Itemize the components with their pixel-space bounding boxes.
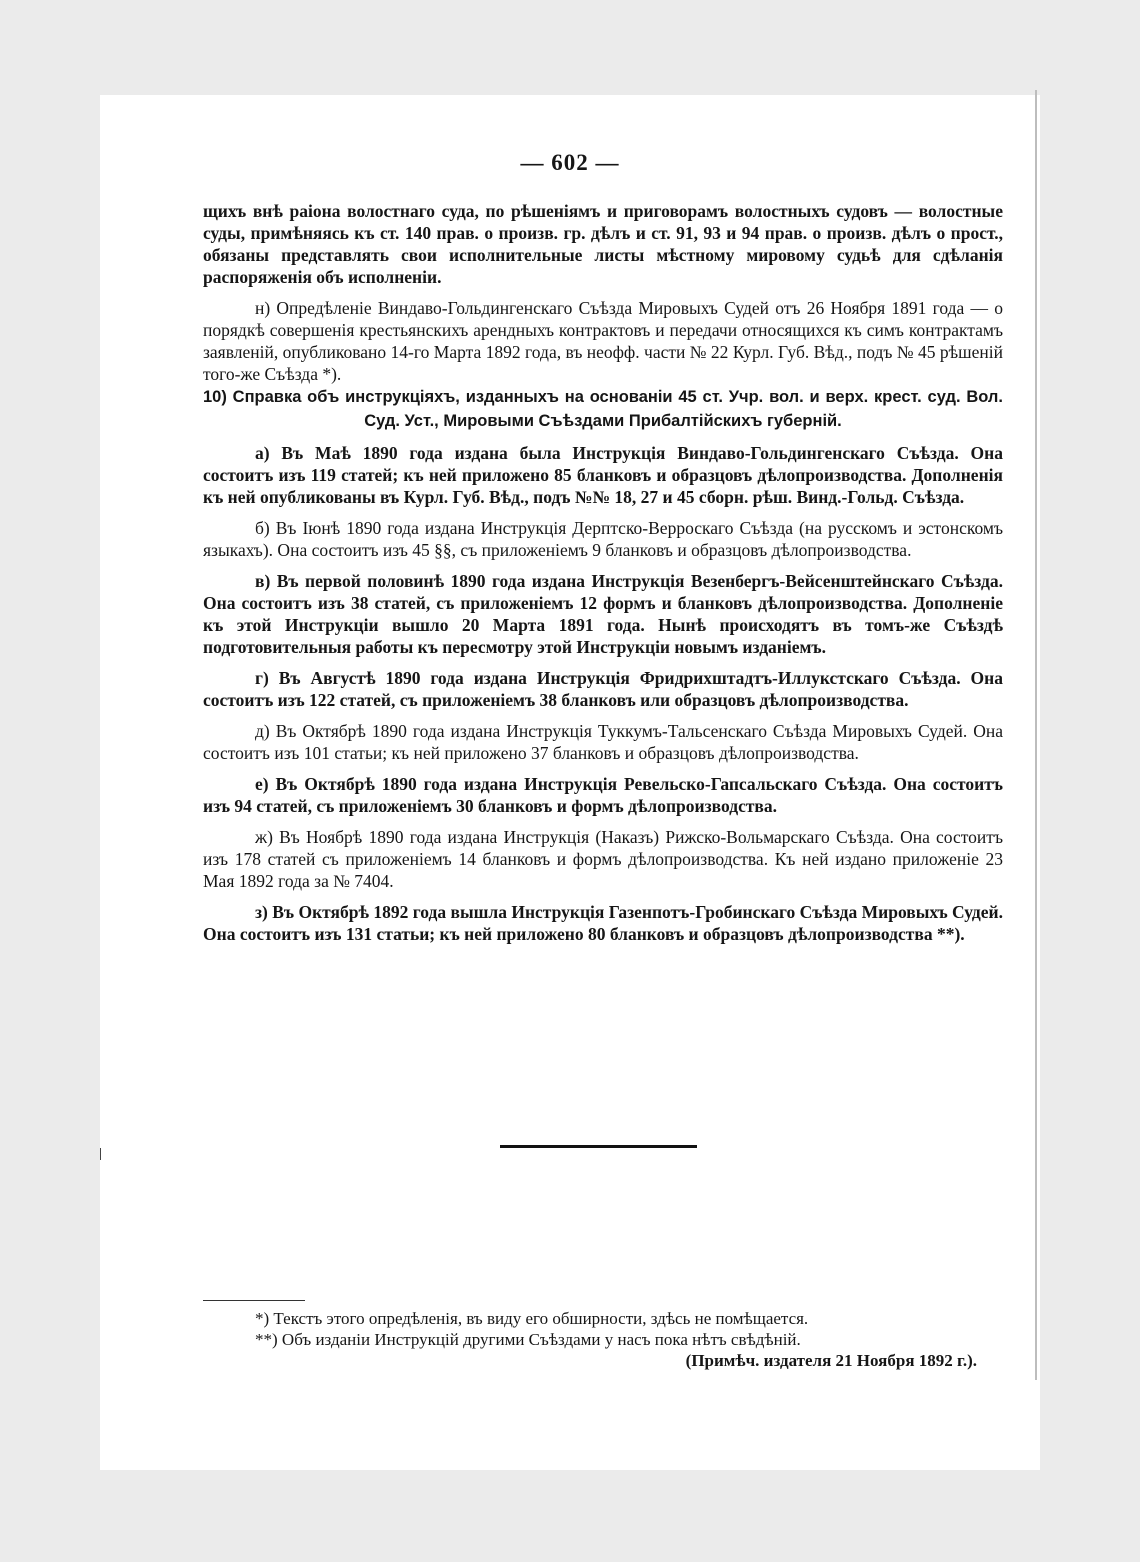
item-e: е) Въ Октябрѣ 1890 года издана Инструкція Ревельско-Гапсальскаго Съѣзда. Она состоитъ изъ 94 статей, съ приложеніемъ 30 бланковъ и формъ дѣлопроизводства. (203, 774, 1003, 816)
footnote-2: **) Объ изданіи Инструкцій другими Съѣздами у насъ пока нѣтъ свѣдѣній. (255, 1330, 801, 1349)
item-a: а) Въ Маѣ 1890 года издана была Инструкція Виндаво-Гольдингенскаго Съѣзда. Она состоитъ изъ 119 статей; къ ней приложено 85 бланковъ и образцовъ дѣлопроизводства. Дополненія къ ней опубликованы въ Курл. Губ. Вѣд., подъ №№ 18, 27 и 45 сборн. рѣш. Винд.-Гольд. Съѣзда. (203, 443, 1003, 507)
footnote-signature: (Примѣч. издателя 21 Ноября 1892 г.). (685, 1351, 977, 1370)
footnotes (203, 1308, 983, 1371)
item-v: в) Въ первой половинѣ 1890 года издана Инструкція Везенбергъ-Вейсенштейнскаго Съѣзда. Она состоитъ изъ 38 статей, съ приложеніемъ 12 формъ и бланковъ дѣлопроизводства. Дополненіе къ этой Инструкціи вышло 20 Марта 1891 года. Нынѣ происходятъ въ томъ-же Съѣздѣ подготовительныя работы къ пересмотру этой Инструкціи новымъ изданіемъ. (203, 571, 1003, 657)
page-body (203, 200, 1003, 945)
gutter-line (1035, 90, 1037, 1380)
paragraph-n: н) Опредѣленіе Виндаво-Гольдингенскаго Съѣзда Мировыхъ Судей отъ 26 Ноября 1891 года — о порядкѣ совершенія крестьянскихъ арендныхъ контрактовъ и передачи относящихся къ симъ контрактамъ заявленій, опубликовано 14-го Марта 1892 года, въ неофф. части № 22 Курл. Губ. Вѣд., подъ № 45 рѣшеній того-же Съѣзда *). (203, 298, 1003, 384)
continuation-paragraph: щихъ внѣ раіона волостнаго суда, по рѣшеніямъ и приговорамъ волостныхъ судовъ — волостные суды, примѣняясь къ ст. 140 прав. о произв. гр. дѣлъ и ст. 91, 93 и 94 прав. о произв. дѣлъ о прост., обязаны представлять свои исполнительные листы мѣстному мировому судьѣ для сдѣланія распоряженія объ исполненіи. (203, 201, 1003, 287)
footnote-rule (203, 1300, 305, 1301)
section-heading: 10) Справка объ инструкціяхъ, изданныхъ на основаніи 45 ст. Учр. вол. и верх. крест. суд. Вол. Суд. Уст., Мировыми Съѣздами Прибалтійскихъ губерній. (203, 388, 1003, 430)
item-zh: ж) Въ Ноябрѣ 1890 года издана Инструкція (Наказъ) Рижско-Вольмарскаго Съѣзда. Она состоитъ изъ 178 статей съ приложеніемъ 14 бланковъ и формъ дѣлопроизводства. Къ ней издано приложеніе 23 Мая 1892 года за № 7404. (203, 827, 1003, 891)
footnote-1: *) Текстъ этого опредѣленія, въ виду его обширности, здѣсь не помѣщается. (255, 1309, 809, 1328)
item-g: г) Въ Августѣ 1890 года издана Инструкція Фридрихштадтъ-Иллукстскаго Съѣзда. Она состоитъ изъ 122 статей, съ приложеніемъ 38 бланковъ или образцовъ дѣлопроизводства. (203, 668, 1003, 710)
page-number: — 602 — (520, 150, 620, 175)
item-b: б) Въ Іюнѣ 1890 года издана Инструкція Дерптско-Верроскаго Съѣзда (на русскомъ и эстонскомъ языкахъ). Она состоитъ изъ 45 §§, съ приложеніемъ 9 бланковъ и образцовъ дѣлопроизводства. (203, 518, 1003, 560)
item-z: з) Въ Октябрѣ 1892 года вышла Инструкція Газенпотъ-Гробинскаго Съѣзда Мировыхъ Судей. Она состоитъ изъ 131 статьи; къ ней приложено 80 бланковъ и образцовъ дѣлопроизводства **). (203, 902, 1003, 944)
section-end-rule (500, 1145, 697, 1148)
item-d: д) Въ Октябрѣ 1890 года издана Инструкція Туккумъ-Тальсенскаго Съѣзда Мировыхъ Судей. Она состоитъ изъ 101 статьи; къ ней приложено 37 бланковъ и образцовъ дѣлопроизводства. (203, 721, 1003, 763)
margin-mark (100, 1148, 101, 1160)
